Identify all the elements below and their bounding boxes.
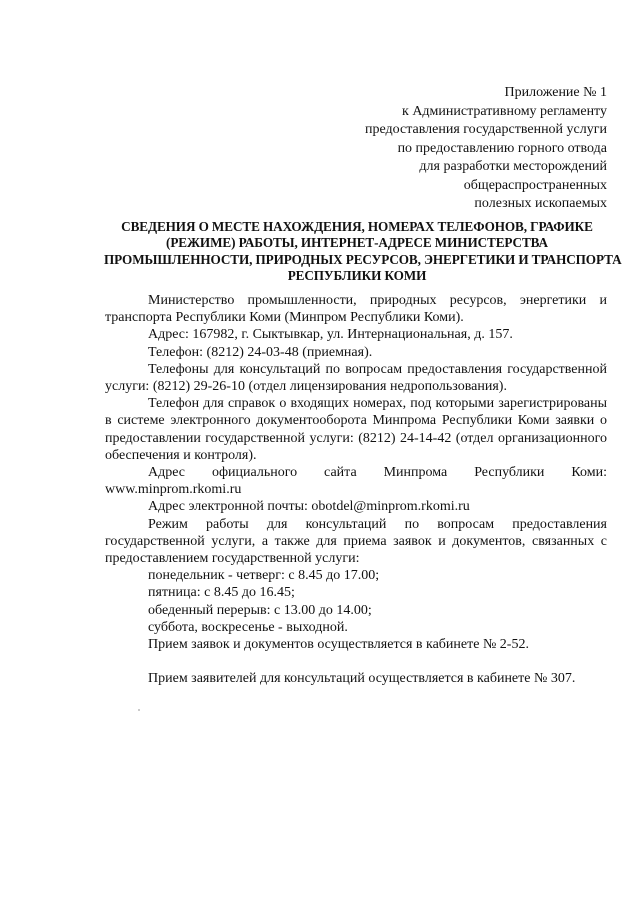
phone-paragraph: Телефон: (8212) 24-03-48 (приемная).	[148, 344, 373, 360]
appendix-reference	[287, 84, 607, 214]
paragraph-gap	[105, 653, 607, 670]
scan-speck	[138, 709, 140, 711]
heading-line: РЕСПУБЛИКИ КОМИ	[287, 268, 427, 284]
appendix-line: общераспространенных	[463, 177, 607, 193]
consult-phones-paragraph: Телефоны для консультаций по вопросам предоставления государственной услуги: (8212) 29-26-10 (отдел лицензирования недропользования).	[105, 361, 607, 395]
inquiry-phone-paragraph: Телефон для справок о входящих номерах, под которыми зарегистрированы в системе электронного документооборота Минпрома Республики Коми заявки о предоставлении государственной услуги: (8212) 24-14-42 (отдел организационного обеспечения и контроля).	[105, 396, 607, 463]
heading-line: СВЕДЕНИЯ О МЕСТЕ НАХОЖДЕНИЯ, НОМЕРАХ ТЕЛЕФОНОВ, ГРАФИКЕ	[121, 219, 593, 234]
appendix-line: по предоставлению горного отвода	[397, 140, 607, 156]
heading-line: (РЕЖИМЕ) РАБОТЫ, ИНТЕРНЕТ-АДРЕСЕ МИНИСТЕРСТВА	[166, 235, 548, 251]
schedule-item: пятница: с 8.45 до 16.45;	[148, 585, 295, 601]
appendix-line: Приложение № 1	[504, 85, 607, 100]
work-mode-paragraph: Режим работы для консультаций по вопросам предоставления государственной услуги, а также для приема заявок и документов, связанных с предоставлением государственной услуги:	[105, 516, 607, 567]
ministry-paragraph: Министерство промышленности, природных ресурсов, энергетики и транспорта Республики Коми (Минпром Республики Коми).	[105, 293, 607, 326]
website-paragraph: Адрес официального сайта Минпрома Республики Коми: www.minprom.rkomi.ru	[105, 465, 607, 498]
document-body	[105, 292, 607, 687]
schedule-item: суббота, воскресенье - выходной.	[148, 619, 348, 635]
consult-room-paragraph: Прием заявителей для консультаций осуществляется в кабинете № 307.	[148, 671, 576, 687]
document-heading	[104, 219, 622, 285]
appendix-line: к Административному регламенту	[402, 103, 607, 119]
schedule-item: понедельник - четверг: с 8.45 до 17.00;	[148, 568, 380, 584]
appendix-line: полезных ископаемых	[474, 196, 607, 211]
email-paragraph: Адрес электронной почты: obotdel@minprom.rkomi.ru	[148, 499, 470, 515]
schedule-item: обеденный перерыв: с 13.00 до 14.00;	[148, 602, 372, 618]
appendix-line: предоставления государственной услуги	[365, 122, 607, 137]
docs-room-paragraph: Прием заявок и документов осуществляется в кабинете № 2-52.	[148, 637, 529, 653]
heading-line: ПРОМЫШЛЕННОСТИ, ПРИРОДНЫХ РЕСУРСОВ, ЭНЕРГЕТИКИ И ТРАНСПОРТА	[104, 251, 622, 267]
address-paragraph: Адрес: 167982, г. Сыктывкар, ул. Интернациональная, д. 157.	[148, 327, 513, 343]
appendix-line: для разработки месторождений	[419, 159, 607, 174]
